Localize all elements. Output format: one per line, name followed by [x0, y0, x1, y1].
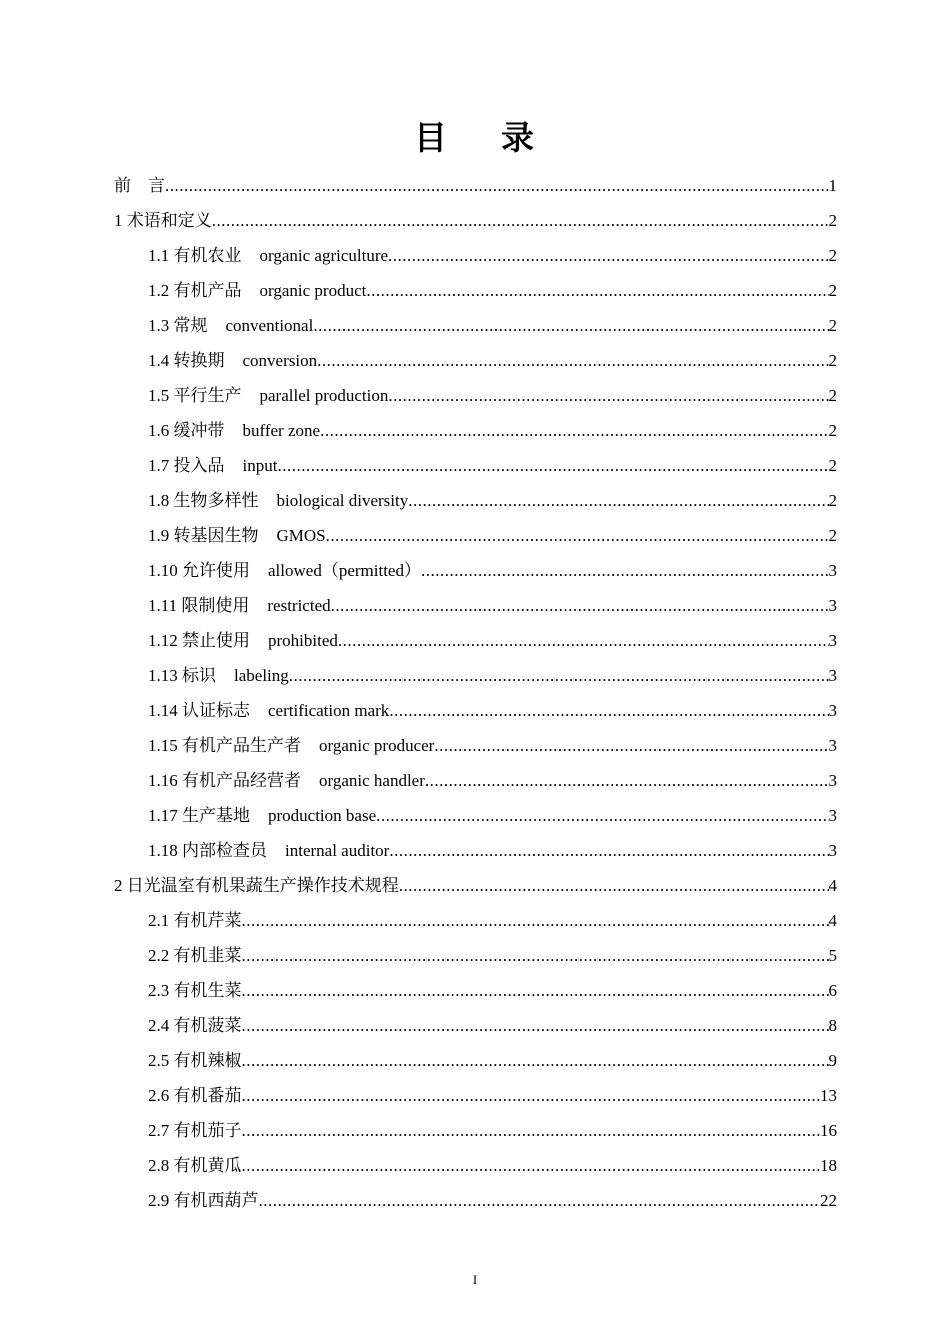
toc-entry-number: 1.12 — [148, 631, 178, 650]
toc-entry-label — [148, 1078, 242, 1113]
toc-leader-dots — [388, 238, 828, 273]
toc-entry-number: 2.5 — [148, 1051, 170, 1070]
toc-entry-english-title: organic handler — [319, 771, 425, 790]
toc-entry-number: 2.2 — [148, 946, 170, 965]
toc-entry[interactable] — [114, 763, 837, 798]
toc-page-number: 4 — [828, 911, 837, 930]
toc-page-number: 2 — [828, 526, 837, 545]
toc-entry[interactable] — [114, 1008, 837, 1043]
toc-entry-chinese-title: 有机产品 — [173, 281, 242, 300]
toc-entry-number: 1.17 — [148, 806, 178, 825]
toc-entry-chinese-title: 标识 — [182, 666, 216, 685]
toc-entry-chinese-title: 有机生菜 — [173, 981, 242, 1000]
toc-entry-chinese-title: 平行生产 — [173, 386, 242, 405]
toc-entry-label — [148, 798, 376, 833]
toc-entry-label — [148, 1043, 242, 1078]
toc-entry-chinese-title: 有机产品经营者 — [182, 771, 301, 790]
toc-page-number: 3 — [828, 666, 837, 685]
toc-entry-english-title: parallel production — [259, 386, 389, 405]
toc-entry-english-title: input — [242, 456, 278, 475]
toc-leader-dots — [366, 273, 828, 308]
toc-entry[interactable] — [114, 1043, 837, 1078]
toc-entry-chinese-title: 术语和定义 — [126, 211, 212, 230]
toc-entry-number: 2.4 — [148, 1016, 170, 1035]
toc-entry-label — [148, 378, 388, 413]
toc-page-number: 2 — [828, 386, 837, 405]
toc-leader-dots — [389, 693, 828, 728]
toc-leader-dots — [399, 868, 829, 903]
toc-entry-number: 2.3 — [148, 981, 170, 1000]
toc-entry[interactable] — [114, 168, 837, 203]
toc-entry-chinese-title: 内部检查员 — [182, 841, 267, 860]
toc-entry-chinese-title: 前 言 — [114, 176, 165, 195]
toc-entry[interactable] — [114, 833, 837, 868]
toc-entry-english-title: prohibited — [268, 631, 338, 650]
toc-entry-label — [148, 903, 242, 938]
toc-leader-dots — [242, 1113, 821, 1148]
toc-leader-dots — [326, 518, 829, 553]
toc-page-number: 3 — [828, 561, 837, 580]
toc-entry-chinese-title: 常规 — [173, 316, 208, 335]
page-title — [0, 112, 950, 159]
toc-entry-number: 2.6 — [148, 1086, 170, 1105]
toc-entry-label — [148, 413, 320, 448]
toc-entry[interactable] — [114, 588, 837, 623]
toc-entry-label — [148, 763, 425, 798]
toc-entry-english-title: biological diversity — [276, 491, 409, 510]
toc-leader-dots — [389, 833, 828, 868]
toc-entry-english-title: organic producer — [319, 736, 435, 755]
toc-entry-chinese-title: 转基因生物 — [173, 526, 259, 545]
toc-entry-chinese-title: 限制使用 — [181, 596, 250, 615]
page-number-footer: I — [472, 1272, 478, 1287]
toc-page-number: 8 — [828, 1016, 837, 1035]
toc-leader-dots — [242, 1078, 821, 1113]
toc-entry-label — [148, 658, 289, 693]
toc-entry-label — [148, 973, 242, 1008]
title-char-1: 目 — [414, 118, 449, 157]
toc-entry-label — [148, 693, 389, 728]
toc-entry-label — [114, 868, 399, 903]
toc-entry-number: 1.18 — [148, 841, 178, 860]
toc-entry-number: 2.7 — [148, 1121, 170, 1140]
toc-page-number: 6 — [828, 981, 837, 1000]
toc-entry-english-title: allowed（permitted） — [268, 561, 421, 580]
toc-entry[interactable] — [114, 413, 837, 448]
toc-entry-english-title: conventional — [225, 316, 314, 335]
toc-entry-chinese-title: 有机菠菜 — [173, 1016, 242, 1035]
toc-entry[interactable] — [114, 238, 837, 273]
toc-entry-chinese-title: 认证标志 — [182, 701, 250, 720]
toc-entry-label — [148, 623, 338, 658]
toc-entry-english-title: certification mark — [268, 701, 390, 720]
toc-entry[interactable] — [114, 203, 837, 238]
toc-entry-chinese-title: 有机农业 — [173, 246, 242, 265]
toc-entry-number: 2.1 — [148, 911, 170, 930]
toc-page-number: 3 — [828, 596, 837, 615]
toc-entry-number: 1.2 — [148, 281, 170, 300]
toc-entry-chinese-title: 有机西葫芦 — [173, 1191, 259, 1210]
toc-entry-number: 1.1 — [148, 246, 170, 265]
toc-leader-dots — [242, 903, 829, 938]
toc-entry[interactable] — [114, 378, 837, 413]
toc-entry[interactable] — [114, 448, 837, 483]
toc-entry-english-title: organic product — [259, 281, 367, 300]
toc-entry-chinese-title: 有机韭菜 — [173, 946, 242, 965]
toc-entry-label — [148, 1008, 242, 1043]
toc-entry-number: 1.14 — [148, 701, 178, 720]
toc-leader-dots — [388, 378, 828, 413]
toc-leader-dots — [421, 553, 829, 588]
toc-entry-label — [148, 343, 317, 378]
toc-entry-chinese-title: 允许使用 — [182, 561, 250, 580]
toc-entry-label — [148, 273, 366, 308]
toc-entry-number: 1.7 — [148, 456, 170, 475]
toc-leader-dots — [212, 203, 829, 238]
toc-leader-dots — [338, 623, 829, 658]
toc-leader-dots — [331, 588, 829, 623]
toc-leader-dots — [165, 168, 829, 203]
toc-entry[interactable] — [114, 623, 837, 658]
toc-entry-english-title: GMOS — [276, 526, 326, 545]
toc-page-number: 4 — [828, 876, 837, 895]
toc-page-number: 2 — [828, 491, 837, 510]
toc-entry[interactable] — [114, 308, 837, 343]
toc-page-number: 16 — [820, 1121, 837, 1140]
toc-page-number: 3 — [828, 771, 837, 790]
toc-entry-label — [148, 518, 326, 553]
toc-entry-number: 1.15 — [148, 736, 178, 755]
toc-entry-label — [148, 728, 434, 763]
toc-page-number: 1 — [828, 176, 837, 195]
toc-entry[interactable] — [114, 868, 837, 903]
toc-entry-label — [148, 448, 277, 483]
toc-entry-english-title: conversion — [242, 351, 318, 370]
toc-entry-chinese-title: 生产基地 — [182, 806, 250, 825]
toc-entry-number: 1.8 — [148, 491, 170, 510]
toc-entry-number: 1 — [114, 211, 123, 230]
toc-entry-chinese-title: 投入品 — [173, 456, 225, 475]
toc-page-number: 2 — [828, 421, 837, 440]
toc-entry[interactable] — [114, 1113, 837, 1148]
toc-entry[interactable] — [114, 798, 837, 833]
toc-entry-chinese-title: 缓冲带 — [173, 421, 225, 440]
toc-entry-english-title: internal auditor — [285, 841, 390, 860]
toc-entry-english-title: restricted — [267, 596, 331, 615]
toc-page-number: 2 — [828, 281, 837, 300]
toc-entry-chinese-title: 生物多样性 — [173, 491, 259, 510]
toc-entry-english-title: buffer zone — [242, 421, 321, 440]
toc-entry-number: 2.8 — [148, 1156, 170, 1175]
toc-entry[interactable] — [114, 518, 837, 553]
toc-page-number: 3 — [828, 841, 837, 860]
toc-entry-label — [148, 483, 408, 518]
toc-leader-dots — [289, 658, 829, 693]
toc-entry[interactable] — [114, 1078, 837, 1113]
toc-entry-label — [148, 1148, 242, 1183]
toc-entry-chinese-title: 有机辣椒 — [173, 1051, 242, 1070]
toc-leader-dots — [242, 1008, 829, 1043]
toc-leader-dots — [313, 308, 828, 343]
toc-entry-chinese-title: 有机番茄 — [173, 1086, 242, 1105]
toc-entry[interactable] — [114, 1183, 837, 1218]
toc-entry[interactable] — [114, 483, 837, 518]
toc-entry-chinese-title: 禁止使用 — [182, 631, 250, 650]
toc-leader-dots — [242, 1043, 829, 1078]
toc-entry[interactable] — [114, 693, 837, 728]
toc-leader-dots — [277, 448, 828, 483]
toc-page-number: 2 — [828, 246, 837, 265]
toc-page-number: 3 — [828, 701, 837, 720]
toc-leader-dots — [320, 413, 828, 448]
toc-entry-label — [114, 203, 212, 238]
toc-page-number: 5 — [828, 946, 837, 965]
toc-page-number: 18 — [820, 1156, 837, 1175]
toc-entry-number: 1.6 — [148, 421, 170, 440]
toc-entry-label — [148, 553, 421, 588]
toc-entry-label — [148, 833, 389, 868]
toc-entry[interactable] — [114, 728, 837, 763]
toc-entry[interactable] — [114, 553, 837, 588]
toc-page-number: 9 — [828, 1051, 837, 1070]
toc-page-number: 13 — [820, 1086, 837, 1105]
toc-leader-dots — [242, 1148, 821, 1183]
toc-page-number: 3 — [828, 631, 837, 650]
toc-page-number: 3 — [828, 806, 837, 825]
toc-entry-number: 1.16 — [148, 771, 178, 790]
toc-entry[interactable] — [114, 273, 837, 308]
toc-entry[interactable] — [114, 903, 837, 938]
toc-entry-english-title: production base — [268, 806, 377, 825]
toc-page-number: 2 — [828, 211, 837, 230]
toc-page-number: 2 — [828, 316, 837, 335]
toc-entry-label — [148, 308, 313, 343]
toc-leader-dots — [242, 973, 829, 1008]
toc-entry[interactable] — [114, 343, 837, 378]
toc-entry-number: 2.9 — [148, 1191, 170, 1210]
toc-entry-number: 2 — [114, 876, 123, 895]
toc-entry-chinese-title: 转换期 — [173, 351, 225, 370]
toc-entry-number: 1.5 — [148, 386, 170, 405]
toc-entry-chinese-title: 有机产品生产者 — [182, 736, 301, 755]
toc-leader-dots — [317, 343, 828, 378]
toc-entry-chinese-title: 有机芹菜 — [173, 911, 242, 930]
toc-entry-label — [148, 938, 242, 973]
toc-entry-number: 1.4 — [148, 351, 170, 370]
toc-entry-number: 1.10 — [148, 561, 178, 580]
toc-entry-number: 1.11 — [148, 596, 178, 615]
toc-leader-dots — [376, 798, 828, 833]
toc-entry-english-title: organic agriculture — [259, 246, 389, 265]
title-char-2: 录 — [501, 118, 536, 157]
toc-entry[interactable] — [114, 938, 837, 973]
toc-entry-number: 1.9 — [148, 526, 170, 545]
toc-entry-chinese-title: 有机茄子 — [173, 1121, 242, 1140]
toc-entry-chinese-title: 日光温室有机果蔬生产操作技术规程 — [126, 876, 399, 895]
toc-leader-dots — [425, 763, 829, 798]
toc-page-number: 2 — [828, 351, 837, 370]
toc-entry-label — [148, 1113, 242, 1148]
toc-entry-label — [148, 238, 388, 273]
toc-entry-label — [114, 168, 165, 203]
toc-leader-dots — [434, 728, 828, 763]
toc-entry[interactable] — [114, 1148, 837, 1183]
toc-entry[interactable] — [114, 973, 837, 1008]
toc-page-number: 3 — [828, 736, 837, 755]
toc-entry-number: 1.3 — [148, 316, 170, 335]
toc-leader-dots — [242, 938, 829, 973]
toc-entry-label — [148, 1183, 259, 1218]
toc-page-number: 22 — [820, 1191, 837, 1210]
toc-entry-chinese-title: 有机黄瓜 — [173, 1156, 242, 1175]
toc-entry-english-title: labeling — [234, 666, 289, 685]
toc-entry-number: 1.13 — [148, 666, 178, 685]
toc-entry-label — [148, 588, 331, 623]
toc-leader-dots — [259, 1183, 821, 1218]
toc-entry[interactable] — [114, 658, 837, 693]
toc-leader-dots — [408, 483, 828, 518]
table-of-contents — [114, 168, 837, 1218]
toc-page-number: 2 — [828, 456, 837, 475]
